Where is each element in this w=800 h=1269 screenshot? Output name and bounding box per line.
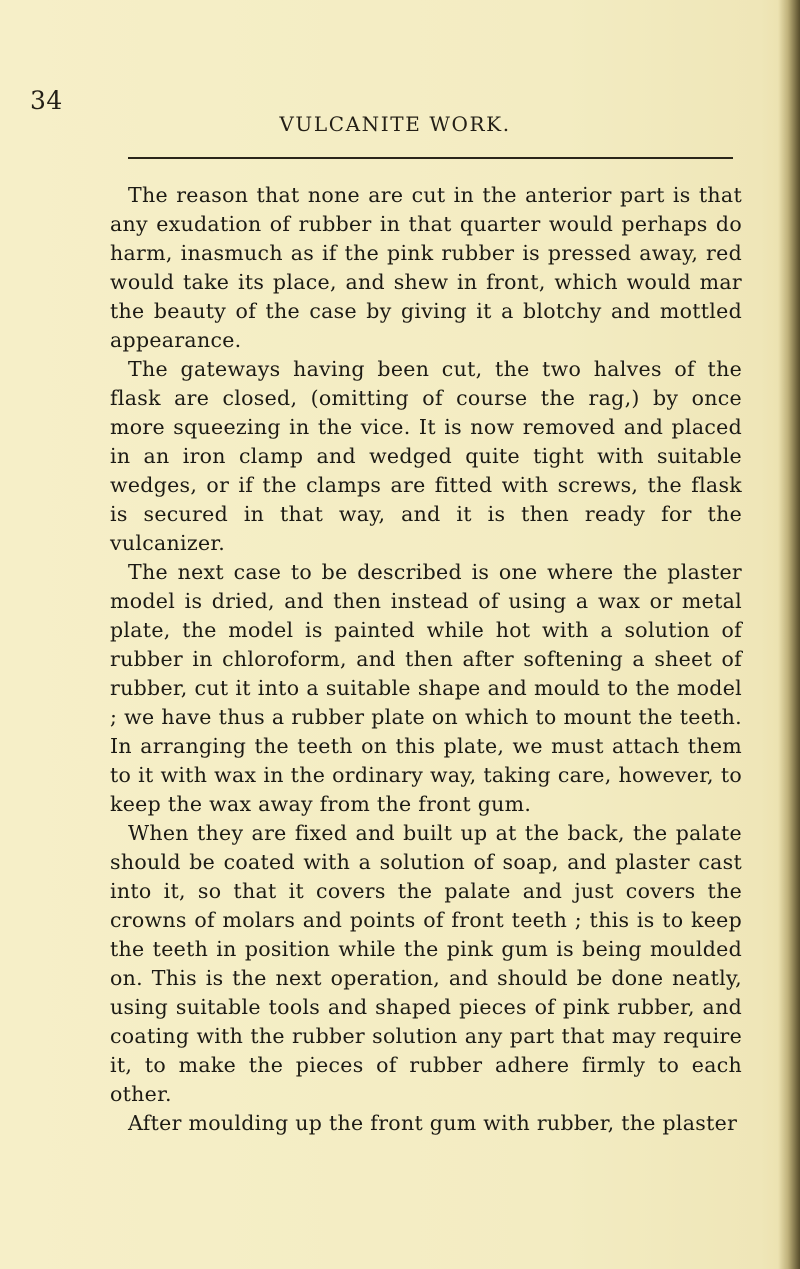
paragraph: The gateways having been cut, the two halves of the flask are closed, (omitting of course the rag,) by once more squeezing in the vice. It is now removed and placed in an iron clamp and wedged quite tight with suitable wedges, or if the clamps are fitted with screws, the flask is secured in that way, and it is then ready for the vulcanizer. (110, 357, 742, 555)
body-text (110, 181, 742, 1138)
paragraph: After moulding up the front gum with rubber, the plaster (128, 1111, 738, 1135)
paragraph: The next case to be described is one where the plaster model is dried, and then instead of using a wax or metal plate, the model is painted while hot with a solution of rubber in chloroform, and then after softening a sheet of rubber, cut it into a suitable shape and mould to the model ; we have thus a rubber plate on which to mount the teeth. In arranging the teeth on this plate, we must attach them to it with wax in the ordinary way, taking care, however, to keep the wax away from the front gum. (110, 560, 742, 816)
paragraph: The reason that none are cut in the anterior part is that any exudation of rubber in that quarter would perhaps do harm, inasmuch as if the pink rubber is pressed away, red would take its place, and shew in front, which would mar the beauty of the case by giving it a blotchy and mottled appearance. (110, 183, 742, 352)
page-number: 34 (30, 86, 63, 115)
page-edge-shadow (778, 0, 800, 1269)
header-rule (128, 157, 733, 159)
running-head: VULCANITE WORK. (279, 112, 511, 136)
paragraph: When they are fixed and built up at the back, the palate should be coated with a solution of soap, and plaster cast into it, so that it covers the palate and just covers the crowns of molars and points of front teeth ; this is to keep the teeth in position while the pink gum is being moulded on. This is the next operation, and should be done neatly, using suitable tools and shaped pieces of pink rubber, and coating with the rubber solution any part that may require it, to make the pieces of rubber adhere firmly to each other. (110, 821, 742, 1106)
